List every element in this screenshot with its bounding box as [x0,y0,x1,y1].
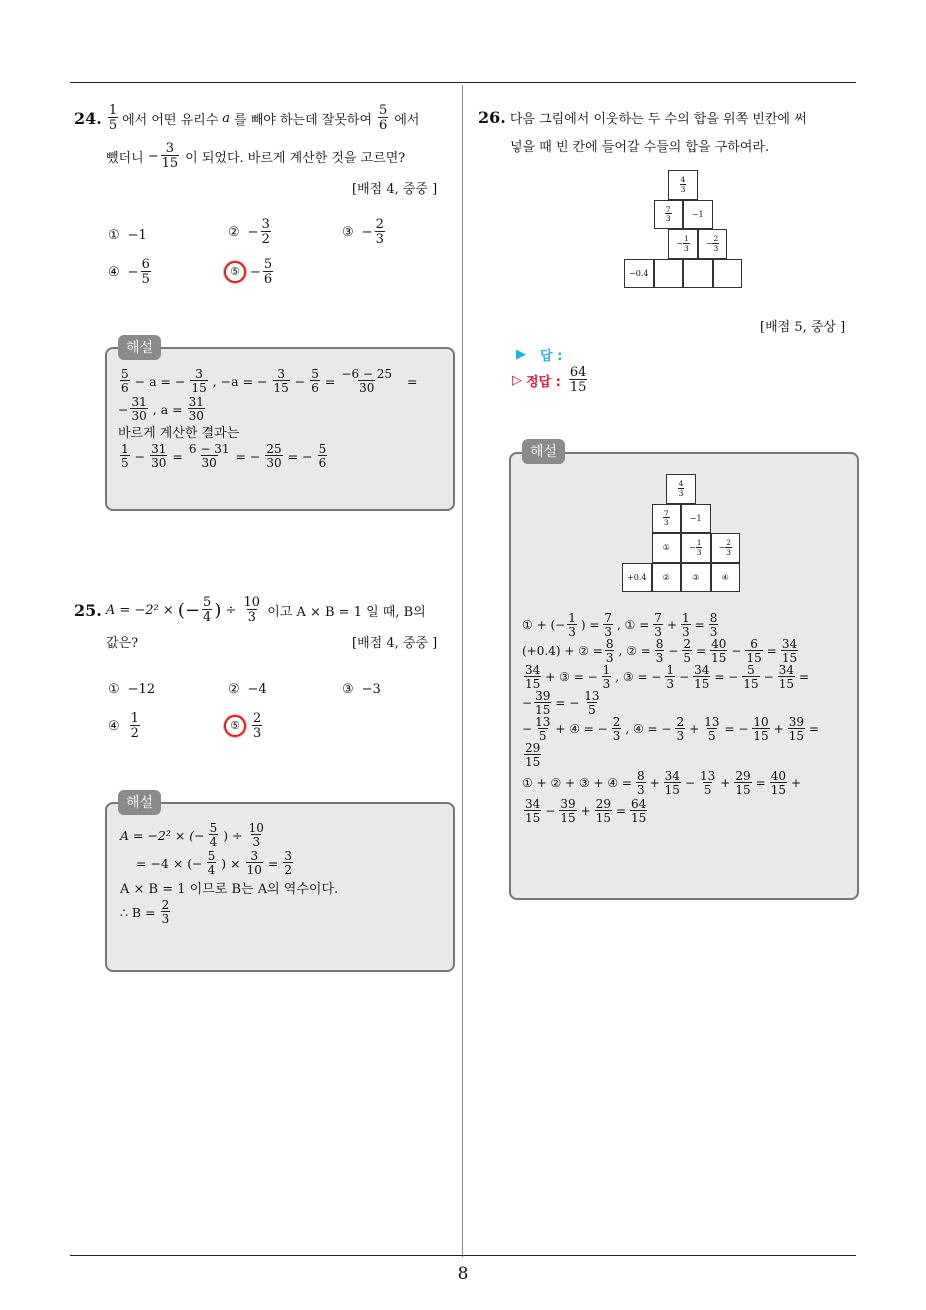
q26-pyramid-cell-r3-c2: − $\frac{2}{3}$ [698,229,728,259]
q26-score: [배점 5, 중상 ] [760,320,846,335]
q24-sol-line2: − $\frac{31}{30}$ , a = $\frac{31}{30}$ [118,395,204,423]
q26-sol-line8: $\frac{34}{15}$ − $\frac{39}{15}$ + $\frac{29}{15}$ = $\frac{64}{15}$ [525,797,647,825]
q26-sol-line4: − $\frac{39}{15}$ = − $\frac{13}{5}$ [522,689,600,717]
q26-sol-pyramid-cell-r4-c4: ④ [711,563,741,593]
q24-option-2[interactable]: ② − $\frac{3}{2}$ [228,217,270,247]
q26-pyramid-cell-r1-c1: $\frac{4}{3}$ [668,170,698,200]
q25-option-1[interactable]: ① −12 [108,682,156,697]
q26-pyramid-cell-r3-c1: − $\frac{1}{3}$ [668,229,698,259]
q24-option-3[interactable]: ③ − $\frac{2}{3}$ [342,217,384,247]
q25-sol-line1: A = −2² × (− $\frac{5}{4}$ ) ÷ $\frac{10}{3}$ [120,821,264,849]
q26-pyramid-cell-r2-c1: $\frac{7}{3}$ [654,200,684,230]
q26-number: 26. [478,108,506,127]
q26-sol-pyramid-cell-r4-c1: +0.4 [622,563,652,593]
q26-sol-pyramid-cell-r4-c2: ② [652,563,682,593]
q26-number-pyramid [624,170,744,290]
q25-option-3[interactable]: ③ −3 [342,682,381,697]
q26-sol-line7: ① + ② + ③ + ④ = $\frac{8}{3}$ + $\frac{34}{15}$ − $\frac{13}{5}$ + $\frac{29}{15}$ = $\frac{40}{15}$ + [522,769,802,797]
q24-sol-line1: $\frac{5}{6}$ − a = − $\frac{3}{15}$ , −a = − $\frac{3}{15}$ − $\frac{5}{6}$ = $\frac{-6 - 25}{30}$ = [121,367,418,395]
q25-solution-text [120,822,440,925]
q24-score: [배점 4, 중중 ] [352,182,438,197]
q26-sol-pyramid-cell-r3-c2: − $\frac{1}{3}$ [681,533,711,563]
play-arrow-icon: ▶ [516,347,526,362]
q26-solution-tag: 해설 [522,439,565,464]
q26-sol-line3: $\frac{34}{15}$ + ③ = − $\frac{1}{3}$ , ③ = − $\frac{1}{3}$ − $\frac{34}{15}$ = − $\frac{5}{15}$ − $\frac{34}{15}$ = [525,663,810,691]
q25-solution-tag: 해설 [118,790,161,815]
q26-sol-pyramid-cell-r1-c1: $\frac{4}{3}$ [666,474,696,504]
answer-input[interactable] [562,348,682,362]
q24-number: 24. [74,108,102,128]
q24-sol-line3: 바르게 계산한 결과는 [118,426,240,441]
q26-line1: 26. 다음 그림에서 이웃하는 두 수의 합을 위쪽 빈칸에 써 [478,108,807,127]
q24-frac-3-15: $\frac{3}{15}$ [161,141,179,171]
q26-correct-answer-row: ▷ 정답 : $\frac{64}{15}$ [512,365,587,395]
q26-sol-line1: ① + (− $\frac{1}{3}$ ) = $\frac{7}{3}$ , ① = $\frac{7}{3}$ + $\frac{1}{3}$ = $\frac{8}{3}$ [522,611,718,639]
q24-solution-tag: 해설 [118,335,161,360]
q25-option-2[interactable]: ② −4 [228,682,267,697]
q25-option-5-selected[interactable]: ⑤ $\frac{2}{3}$ [224,712,264,740]
q26-sol-pyramid-cell-r3-c1: ① [652,533,682,563]
q25-line1: 25. A = −2² × (− $\frac{5}{4}$ ) ÷ $\frac{10}{3}$ 이고 A × B = 1 일 때, B의 [74,595,426,625]
selected-answer-circle-icon: ⑤ [224,261,246,283]
q24-frac-5-6: $\frac{5}{6}$ [379,103,388,133]
top-rule [70,82,856,83]
q26-pyramid-cell-r4-c3[interactable] [683,259,713,289]
q24-line1: 24. $\frac{1}{5}$ 에서 어떤 유리수 a 를 빼야 하는데 잘못하여 $\frac{5}{6}$ 에서 [74,103,420,133]
q25-sol-line4: ∴ B = $\frac{2}{3}$ [120,898,170,926]
q26-solution-text [522,612,848,824]
q26-solution-pyramid [622,474,742,594]
q24-option-1[interactable]: ① −1 [108,228,147,243]
page-number: 8 [457,1264,469,1284]
q25-sol-line2: = −4 × (− $\frac{5}{4}$ ) × $\frac{3}{10}$ = $\frac{3}{2}$ [136,849,293,877]
q26-sol-pyramid-cell-r4-c3: ③ [681,563,711,593]
q25-number: 25. [74,600,102,620]
selected-answer-circle-icon: ⑤ [224,715,246,737]
q26-sol-pyramid-cell-r2-c1: $\frac{7}{3}$ [652,504,682,534]
q25-score: [배점 4, 중중 ] [352,636,438,651]
q26-line2: 넣을 때 빈 칸에 들어갈 수들의 합을 구하여라. [510,140,770,155]
q26-pyramid-cell-r4-c4[interactable] [713,259,743,289]
q24-solution-text [118,368,443,469]
q25-option-4[interactable]: ④ $\frac{1}{2}$ [108,711,139,741]
column-divider [462,85,463,1257]
q24-sol-line4: $\frac{1}{5}$ − $\frac{31}{30}$ = $\frac{6 - 31}{30}$ = − $\frac{25}{30}$ = − $\frac{5}{6}$ [121,442,327,470]
q24-option-4[interactable]: ④ − $\frac{6}{5}$ [108,257,150,287]
triangle-outline-icon: ▷ [512,372,522,388]
q26-answer-row: ▶ 답 : [516,345,682,364]
q26-sol-line6: $\frac{29}{15}$ [525,741,541,769]
q25-sol-line3: A × B = 1 이므로 B는 A의 역수이다. [120,882,339,897]
q24-frac-1-5: $\frac{1}{5}$ [108,103,118,133]
q24-option-5-selected[interactable]: ⑤ − $\frac{5}{6}$ [224,258,275,286]
q25-line2: 값은? [106,636,139,651]
q26-sol-line5: − $\frac{13}{5}$ + ④ = − $\frac{2}{3}$ , ④ = − $\frac{2}{3}$ + $\frac{13}{5}$ = − $\frac{10}{15}$ + $\frac{39}{15}$ = [522,715,820,743]
q26-pyramid-cell-r4-c2[interactable] [654,259,684,289]
q26-pyramid-cell-r4-c1: −0.4 [624,259,654,289]
q26-sol-pyramid-cell-r2-c2: −1 [681,504,711,534]
q26-sol-line2: (+0.4) + ② = $\frac{8}{3}$ , ② = $\frac{8}{3}$ − $\frac{2}{5}$ = $\frac{40}{15}$ − $\frac{6}{15}$ = $\frac{34}{15}$ [522,637,798,665]
q24-line2: 뺐더니 − $\frac{3}{15}$ 이 되었다. 바르게 계산한 것을 고르면? [106,141,406,171]
bottom-rule [70,1255,856,1256]
q26-sol-pyramid-cell-r3-c3: − $\frac{2}{3}$ [711,533,741,563]
q26-pyramid-cell-r2-c2: −1 [683,200,713,230]
